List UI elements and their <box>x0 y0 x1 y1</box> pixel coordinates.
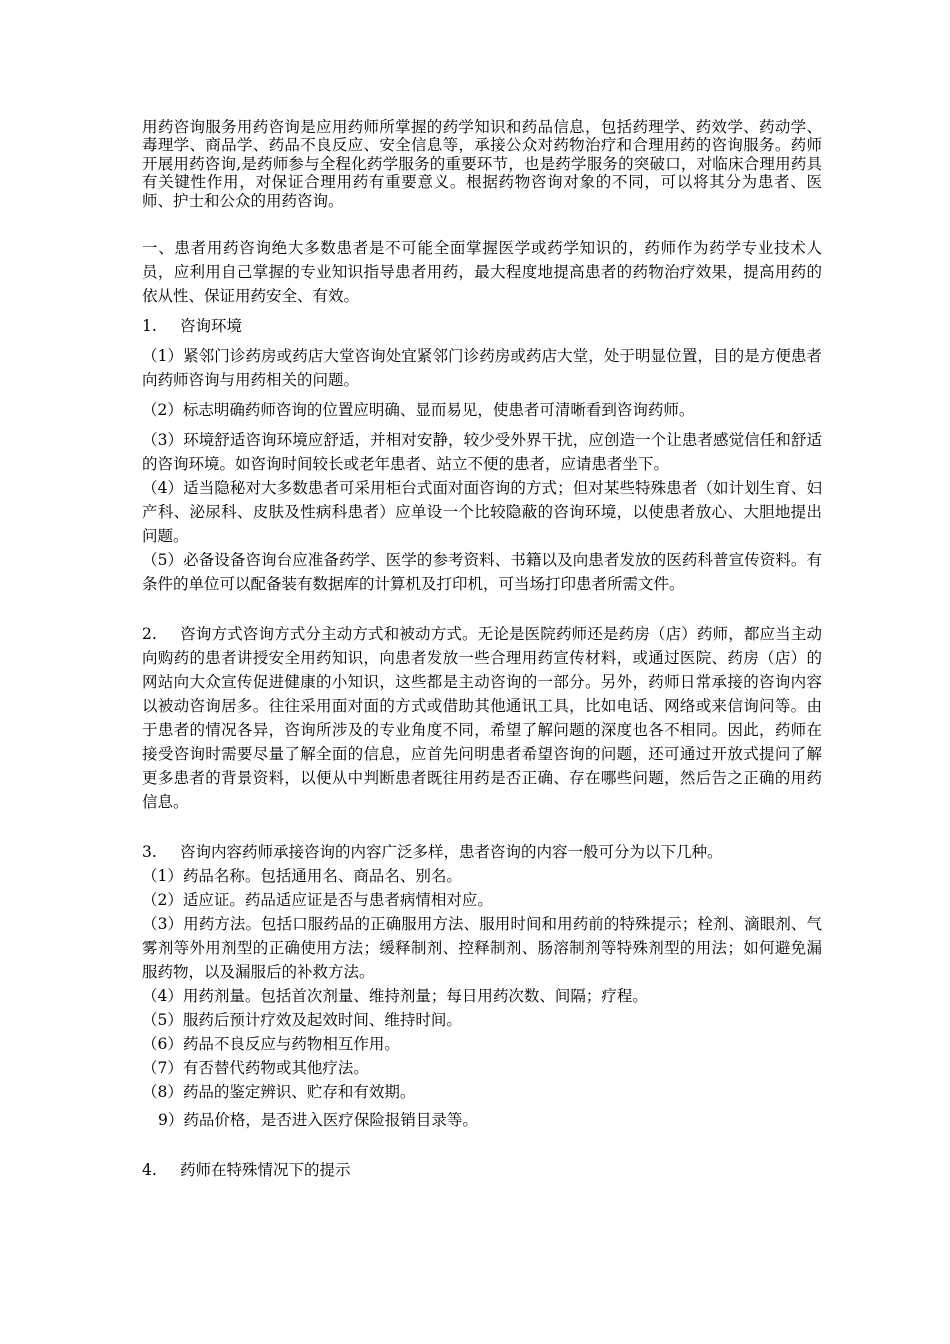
list-item: （4）适当隐秘对大多数患者可采用柜台式面对面咨询的方式；但对某些特殊患者（如计划生育、妇产科、泌尿科、皮肤及性病科患者）应单设一个比较隐蔽的咨询环境，以使患者放心、大胆地提出问题。 <box>142 479 822 546</box>
list-item: （3）用药方法。包括口服药品的正确服用方法、服用时间和用药前的特殊提示；栓剂、滴眼剂、气雾剂等外用剂型的正确使用方法；缓释制剂、控释制剂、肠溶制剂等特殊剂型的用法；如何避免漏服药物，以及漏服后的补救方法。 <box>142 915 822 982</box>
spacer <box>142 210 822 236</box>
section-consult-content <box>142 840 822 864</box>
consult-method-text: 咨询方式咨询方式分主动方式和被动方式。无论是医院药师还是药房（店）药师，都应当主动向购药的患者讲授安全用药知识，向患者发放一些合理用药宣传材料，或通过医院、药房（店）的网站向大众宣传促进健康的小知识，这些都是主动咨询的一部分。另外，药师日常承接的咨询内容以被动咨询居多。往往采用面对面的方式或借助其他通讯工具，比如电话、网络或来信询问等。由于患者的情况各异，咨询所涉及的专业角度不同，希望了解问题的深度也各不相同。因此，药师在接受咨询时需要尽量了解全面的信息，应首先问明患者希望咨询的问题，还可通过开放式提问了解更多患者的背景资料，以便从中判断患者既往用药是否正确、存在哪些问题，然后告之正确的用药信息。 <box>142 625 822 812</box>
heading-title: 咨询环境 <box>180 317 243 336</box>
heading-number: 2. <box>142 625 157 644</box>
list-item: （5）服药后预计疗效及起效时间、维持时间。 <box>142 1011 462 1030</box>
list-item: （1）紧邻门诊药房或药店大堂咨询处宜紧邻门诊药房或药店大堂，处于明显位置，目的是方便患者向药师咨询与用药相关的问题。 <box>142 347 822 390</box>
heading-consult-environment <box>142 314 822 338</box>
document-page <box>142 118 822 1182</box>
spacer <box>142 814 822 840</box>
consult-content-text: 咨询内容药师承接咨询的内容广泛多样，患者咨询的内容一般可分为以下几种。 <box>180 843 723 862</box>
list-item: （4）用药剂量。包括首次剂量、维持剂量；每日用药次数、间隔；疗程。 <box>142 987 648 1006</box>
spacer <box>142 1132 822 1158</box>
heading-number: 3. <box>142 843 157 862</box>
spacer <box>142 596 822 622</box>
list-item: （3）环境舒适咨询环境应舒适，并相对安静，较少受外界干扰，应创造一个让患者感觉信任和舒适的咨询环境。如咨询时间较长或老年患者、站立不便的患者，应请患者坐下。 <box>142 431 822 474</box>
list-item: （7）有否替代药物或其他疗法。 <box>142 1059 369 1078</box>
list-item: （2）适应证。药品适应证是否与患者病情相对应。 <box>142 891 493 910</box>
heading-special-situations <box>142 1158 822 1182</box>
heading-number: 4. <box>142 1161 157 1180</box>
list-item: （1）药品名称。包括通用名、商品名、别名。 <box>142 867 462 886</box>
heading-number: 1. <box>142 317 157 336</box>
section-consult-method <box>142 622 822 814</box>
heading-title: 药师在特殊情况下的提示 <box>180 1161 351 1180</box>
list-item: （5）必备设备咨询台应准备药学、医学的参考资料、书籍以及向患者发放的医药科普宣传资料。有条件的单位可以配备装有数据库的计算机及打印机，可当场打印患者所需文件。 <box>142 551 822 594</box>
list-item: （8）药品的鉴定辨识、贮存和有效期。 <box>142 1083 416 1102</box>
intro-paragraph: 用药咨询服务用药咨询是应用药师所掌握的药学知识和药品信息，包括药理学、药效学、药动学、毒理学、商品学、药品不良反应、安全信息等，承接公众对药物治疗和合理用药的咨询服务。药师开展用药咨询,是药师参与全程化药学服务的重要环节，也是药学服务的突破口，对临床合理用药具有关键性作用，对保证合理用药有重要意义。根据药物咨询对象的不同，可以将其分为患者、医师、护士和公众的用药咨询。 <box>142 118 822 210</box>
list-item: 9）药品价格，是否进入医疗保险报销目录等。 <box>158 1111 478 1130</box>
list-item: （2）标志明确药师咨询的位置应明确、显而易见，使患者可清晰看到咨询药师。 <box>142 401 695 420</box>
list-item: （6）药品不良反应与药物相互作用。 <box>142 1035 400 1054</box>
section-1-paragraph: 一、患者用药咨询绝大多数患者是不可能全面掌握医学或药学知识的，药师作为药学专业技术人员，应利用自己掌握的专业知识指导患者用药，最大程度地提高患者的药物治疗效果，提高用药的依从性、保证用药安全、有效。 <box>142 239 822 306</box>
